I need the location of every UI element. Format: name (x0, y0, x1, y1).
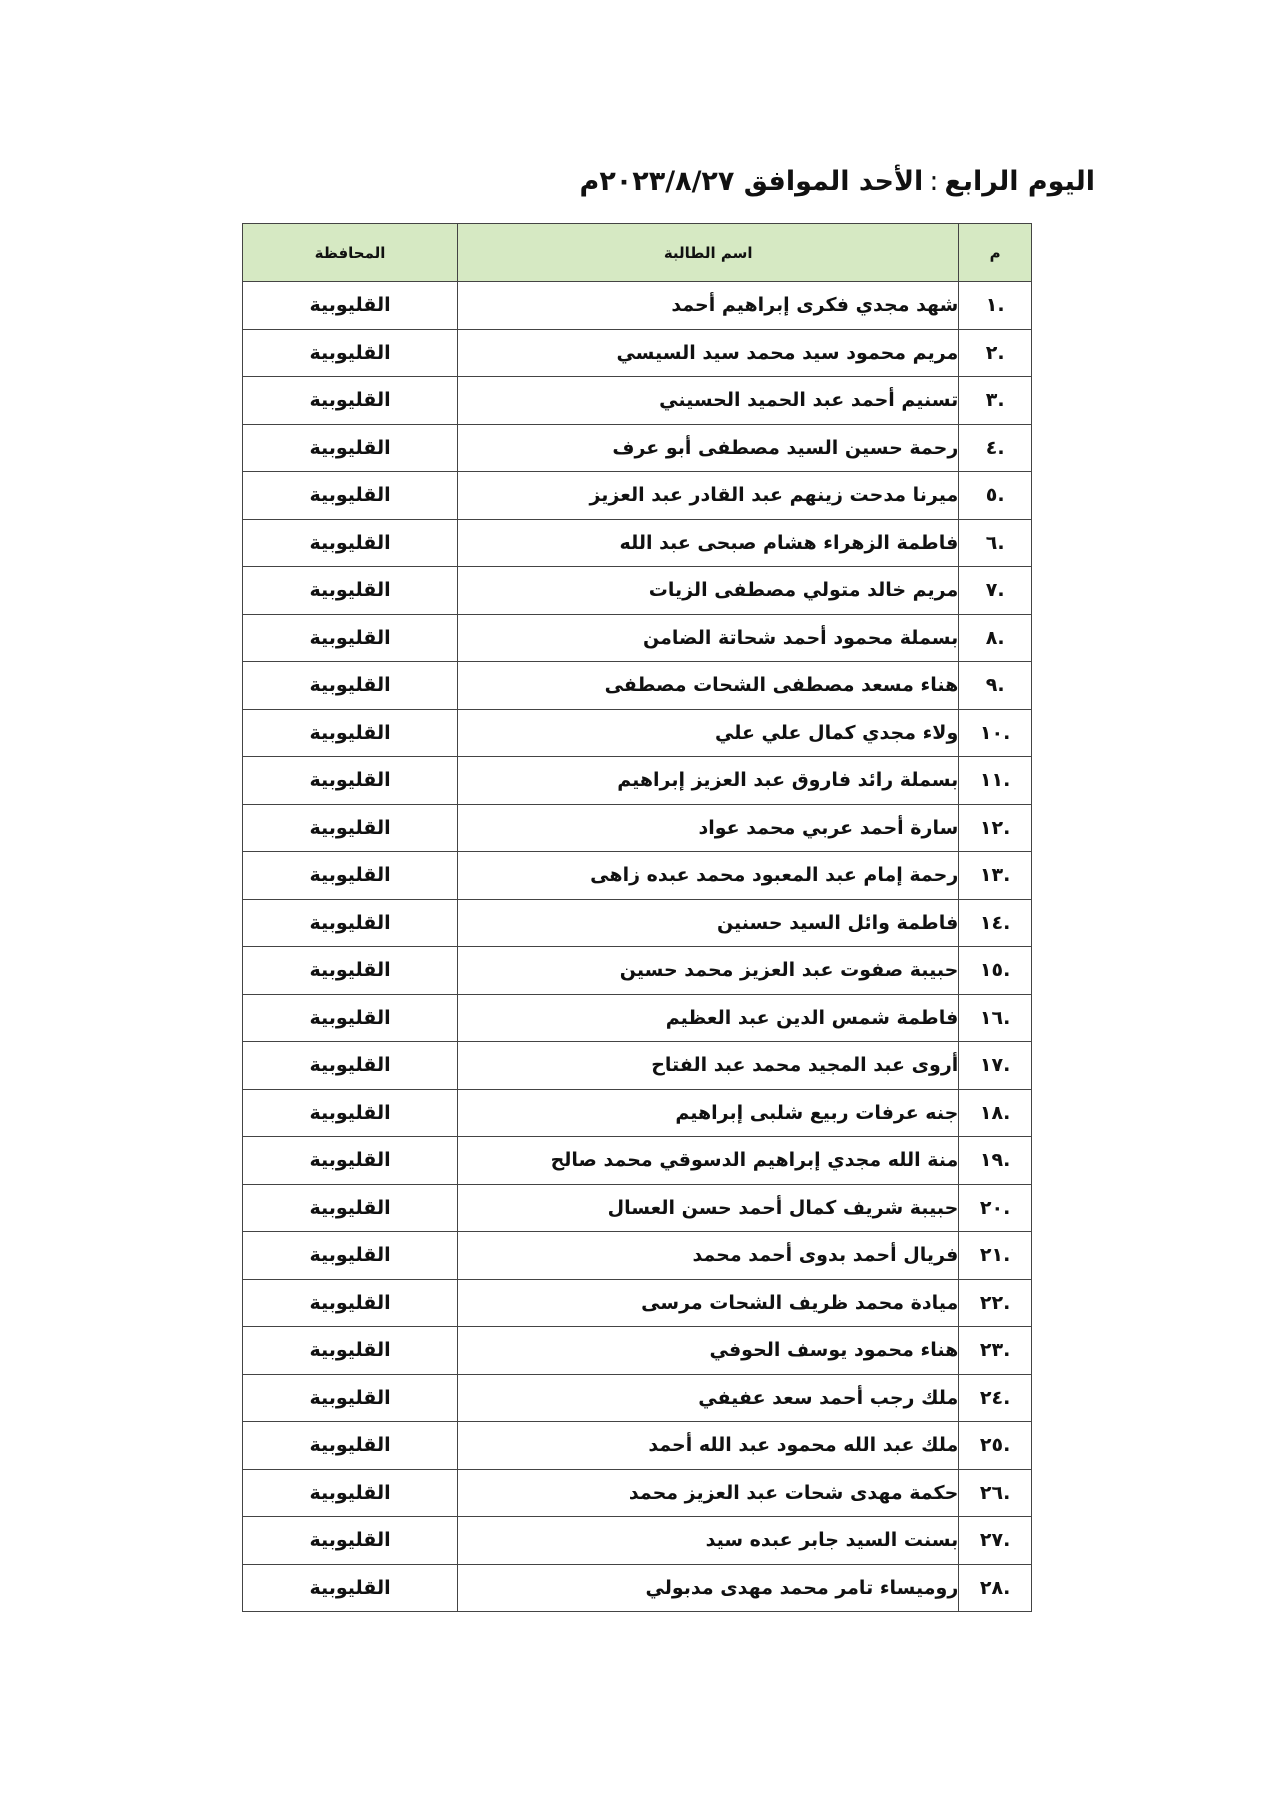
table-row (243, 1564, 1032, 1612)
row-number: .٢٠ (959, 1184, 1032, 1232)
row-number: .٦ (959, 519, 1032, 567)
student-name: بسملة محمود أحمد شحاتة الضامن (458, 614, 959, 662)
row-number: .١٥ (959, 947, 1032, 995)
table-row (243, 424, 1032, 472)
table-row (243, 1137, 1032, 1185)
row-number: .٢٢ (959, 1279, 1032, 1327)
header-governorate: المحافظة (243, 224, 458, 282)
row-number: .١٢ (959, 804, 1032, 852)
governorate: القليوبية (243, 947, 458, 995)
row-number: .٢٧ (959, 1517, 1032, 1565)
governorate: القليوبية (243, 472, 458, 520)
student-name: هناء مسعد مصطفى الشحات مصطفى (458, 662, 959, 710)
student-name: ملك عبد الله محمود عبد الله أحمد (458, 1422, 959, 1470)
row-number: .١٨ (959, 1089, 1032, 1137)
row-number: .١٩ (959, 1137, 1032, 1185)
row-number: .٥ (959, 472, 1032, 520)
table-row (243, 757, 1032, 805)
page-title (580, 162, 1095, 202)
table-row (243, 1422, 1032, 1470)
row-number: .٢٥ (959, 1422, 1032, 1470)
row-number: .٩ (959, 662, 1032, 710)
row-number: .٢٨ (959, 1564, 1032, 1612)
governorate: القليوبية (243, 757, 458, 805)
table-row (243, 994, 1032, 1042)
table-row (243, 1327, 1032, 1375)
student-name: فاطمة الزهراء هشام صبحى عبد الله (458, 519, 959, 567)
table-row (243, 1517, 1032, 1565)
governorate: القليوبية (243, 662, 458, 710)
student-name: حبيبة شريف كمال أحمد حسن العسال (458, 1184, 959, 1232)
table-row (243, 709, 1032, 757)
table-row (243, 614, 1032, 662)
student-name: رحمة إمام عبد المعبود محمد عبده زاهى (458, 852, 959, 900)
governorate: القليوبية (243, 852, 458, 900)
row-number: .١١ (959, 757, 1032, 805)
student-name: حكمة مهدى شحات عبد العزيز محمد (458, 1469, 959, 1517)
student-name: فريال أحمد بدوى أحمد محمد (458, 1232, 959, 1280)
governorate: القليوبية (243, 1517, 458, 1565)
governorate: القليوبية (243, 567, 458, 615)
governorate: القليوبية (243, 519, 458, 567)
row-number: .٢٣ (959, 1327, 1032, 1375)
governorate: القليوبية (243, 377, 458, 425)
governorate: القليوبية (243, 614, 458, 662)
student-name: أروى عبد المجيد محمد عبد الفتاح (458, 1042, 959, 1090)
student-name: ملك رجب أحمد سعد عفيفي (458, 1374, 959, 1422)
student-name: شهد مجدي فكرى إبراهيم أحمد (458, 282, 959, 330)
table-row (243, 1232, 1032, 1280)
table-row (243, 947, 1032, 995)
table-row (243, 852, 1032, 900)
row-number: .١٧ (959, 1042, 1032, 1090)
student-name: سارة أحمد عربي محمد عواد (458, 804, 959, 852)
table-row (243, 377, 1032, 425)
table-row (243, 1184, 1032, 1232)
table-row (243, 1279, 1032, 1327)
row-number: .١٤ (959, 899, 1032, 947)
governorate: القليوبية (243, 1422, 458, 1470)
student-name: فاطمة وائل السيد حسنين (458, 899, 959, 947)
governorate: القليوبية (243, 804, 458, 852)
student-name: بسنت السيد جابر عبده سيد (458, 1517, 959, 1565)
governorate: القليوبية (243, 1327, 458, 1375)
row-number: .٤ (959, 424, 1032, 472)
student-name: تسنيم أحمد عبد الحميد الحسيني (458, 377, 959, 425)
governorate: القليوبية (243, 1564, 458, 1612)
row-number: .١٠ (959, 709, 1032, 757)
governorate: القليوبية (243, 282, 458, 330)
governorate: القليوبية (243, 994, 458, 1042)
row-number: .١ (959, 282, 1032, 330)
governorate: القليوبية (243, 1137, 458, 1185)
table-row (243, 662, 1032, 710)
student-name: جنه عرفات ربيع شلبى إبراهيم (458, 1089, 959, 1137)
governorate: القليوبية (243, 899, 458, 947)
row-number: .٢١ (959, 1232, 1032, 1280)
student-name: فاطمة شمس الدين عبد العظيم (458, 994, 959, 1042)
row-number: .٢٦ (959, 1469, 1032, 1517)
student-name: مريم محمود سيد محمد سيد السيسي (458, 329, 959, 377)
governorate: القليوبية (243, 424, 458, 472)
student-name: هناء محمود يوسف الحوفي (458, 1327, 959, 1375)
governorate: القليوبية (243, 329, 458, 377)
governorate: القليوبية (243, 1184, 458, 1232)
row-number: .٣ (959, 377, 1032, 425)
student-name: منة الله مجدي إبراهيم الدسوقي محمد صالح (458, 1137, 959, 1185)
date-label: الأحد الموافق ٢٠٢٣/٨/٢٧م (579, 166, 924, 197)
row-number: .٢٤ (959, 1374, 1032, 1422)
table-row (243, 899, 1032, 947)
table-row (243, 1469, 1032, 1517)
student-name: ميرنا مدحت زينهم عبد القادر عبد العزيز (458, 472, 959, 520)
row-number: .٢ (959, 329, 1032, 377)
governorate: القليوبية (243, 1279, 458, 1327)
row-number: .٨ (959, 614, 1032, 662)
day-label: اليوم الرابع (944, 166, 1095, 197)
table-row (243, 1042, 1032, 1090)
student-name: رحمة حسين السيد مصطفى أبو عرف (458, 424, 959, 472)
header-student-name: اسم الطالبة (458, 224, 959, 282)
governorate: القليوبية (243, 709, 458, 757)
students-table (242, 223, 1032, 1612)
table-row (243, 1089, 1032, 1137)
row-number: .١٣ (959, 852, 1032, 900)
governorate: القليوبية (243, 1469, 458, 1517)
table-row (243, 472, 1032, 520)
table-row (243, 567, 1032, 615)
table-header-row (243, 224, 1032, 282)
governorate: القليوبية (243, 1042, 458, 1090)
governorate: القليوبية (243, 1089, 458, 1137)
row-number: .١٦ (959, 994, 1032, 1042)
student-name: حبيبة صفوت عبد العزيز محمد حسين (458, 947, 959, 995)
governorate: القليوبية (243, 1374, 458, 1422)
table-row (243, 1374, 1032, 1422)
student-name: بسملة رائد فاروق عبد العزيز إبراهيم (458, 757, 959, 805)
governorate: القليوبية (243, 1232, 458, 1280)
student-name: مريم خالد متولي مصطفى الزيات (458, 567, 959, 615)
header-number: م (959, 224, 1032, 282)
table-row (243, 519, 1032, 567)
student-name: ميادة محمد ظريف الشحات مرسى (458, 1279, 959, 1327)
table-row (243, 804, 1032, 852)
title-separator: : (929, 166, 939, 197)
table-row (243, 282, 1032, 330)
student-name: روميساء تامر محمد مهدى مدبولي (458, 1564, 959, 1612)
table-row (243, 329, 1032, 377)
row-number: .٧ (959, 567, 1032, 615)
student-name: ولاء مجدي كمال علي علي (458, 709, 959, 757)
